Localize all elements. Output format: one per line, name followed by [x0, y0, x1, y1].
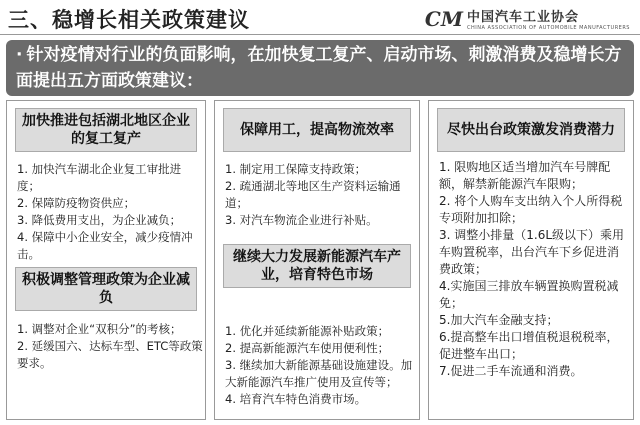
col2-box2-heading: 继续大力发展新能源汽车产业，培育特色市场 — [223, 244, 411, 288]
list-item: 3. 调整小排量（1.6L级以下）乘用车购置税率，出台汽车下乡促进消费政策； — [439, 228, 625, 276]
list-item: 5.加大汽车金融支持； — [439, 313, 559, 327]
list-item: 3. 降低费用支出，为企业减负； — [17, 213, 182, 227]
page-title: 三、稳增长相关政策建议 — [8, 8, 250, 32]
list-item: 6.提高整车出口增值税退税税率，促进整车出口； — [439, 330, 619, 361]
logo-english-name: CHINA ASSOCIATION OF AUTOMOBILE MANUFACTURERS — [466, 25, 630, 31]
association-logo — [425, 6, 630, 31]
list-item: 2. 提高新能源汽车使用便利性； — [225, 341, 390, 355]
column-3 — [428, 100, 634, 420]
col1-box2-list — [17, 321, 203, 372]
list-item: 2. 疏通湖北等地区生产资料运输通道； — [225, 179, 401, 210]
col1-box1-list — [17, 161, 203, 263]
list-item: 4. 保障中小企业安全，减少疫情冲击。 — [17, 230, 193, 261]
list-item: 3. 对汽车物流企业进行补贴。 — [225, 213, 378, 227]
logo-mark: CM — [424, 6, 463, 31]
list-item: 4.实施国三排放车辆置换购置税减免； — [439, 279, 619, 310]
list-item: 1. 加快汽车湖北企业复工审批进度； — [17, 162, 182, 193]
list-item: 2. 延缓国六、达标车型、ETC等政策要求。 — [17, 339, 203, 370]
list-item: 2. 保障防疫物资供应； — [17, 196, 136, 210]
list-item: 2. 将个人购车支出纳入个人所得税专项附加扣除； — [439, 194, 623, 225]
list-item: 1. 优化并延续新能源补贴政策； — [225, 324, 390, 338]
list-item: 7.促进二手车流通和消费。 — [439, 364, 583, 378]
header-divider — [0, 34, 640, 35]
intro-banner — [6, 40, 634, 96]
banner-text: 针对疫情对行业的负面影响，在加快复工复产、启动市场、刺激消费及稳增长方面提出五方面政策建议： — [16, 45, 622, 91]
col1-box2-heading: 积极调整管理政策为企业减负 — [15, 267, 197, 311]
list-item: 1. 制定用工保障支持政策； — [225, 162, 367, 176]
list-item: 4. 培育汽车特色消费市场。 — [225, 392, 367, 406]
banner-bullet: · — [16, 45, 23, 65]
col2-box1-heading: 保障用工，提高物流效率 — [223, 108, 411, 152]
col3-heading: 尽快出台政策激发消费潜力 — [437, 108, 625, 152]
col2-box2-list — [225, 323, 417, 408]
logo-chinese-name: 中国汽车工业协会 — [466, 10, 579, 25]
list-item: 3. 继续加大新能源基础设施建设。加大新能源汽车推广使用及宣传等； — [225, 358, 413, 389]
list-item: 1. 限购地区适当增加汽车号牌配额，解禁新能源汽车限购； — [439, 160, 611, 191]
col1-box1-heading: 加快推进包括湖北地区企业的复工复产 — [15, 108, 197, 152]
column-1 — [6, 100, 206, 420]
col2-box1-list — [225, 161, 417, 229]
list-item: 1. 调整对企业“双积分”的考核； — [17, 322, 182, 336]
column-2 — [214, 100, 420, 420]
col3-list — [439, 159, 629, 380]
